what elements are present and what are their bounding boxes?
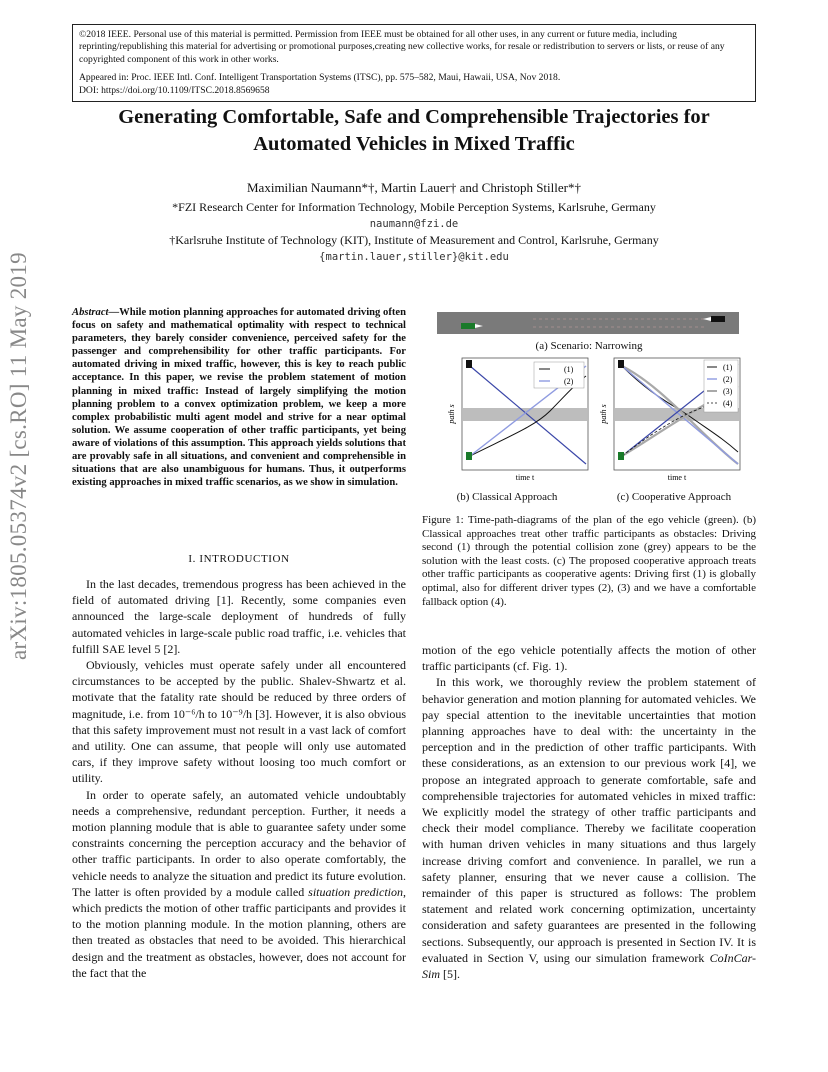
plot-cooperative — [592, 356, 742, 484]
authors: Maximilian Naumann*†, Martin Lauer† and Christoph Stiller*† — [247, 180, 581, 195]
plot-classical — [440, 356, 590, 484]
ego-vehicle-icon — [461, 323, 475, 329]
left-column-body — [72, 576, 406, 981]
x-axis-label: time t — [667, 473, 687, 482]
affiliation-kit: †Karlsruhe Institute of Technology (KIT), Institute of Measurement and Control, Karlsruhe, Germany — [169, 233, 659, 247]
legend-entry: (3) — [723, 387, 733, 396]
notice-text: ©2018 IEEE. Personal use of this material is permitted. Permission from IEEE must be obtained for all other uses, in any current or future media, including reprinting/republishing this material for advertising or promotional purposes,creating new collective works, for resale or redistribution to servers or lists, or reuse of any copyrighted component of this work in other works. — [79, 29, 725, 65]
legend-entry: (2) — [564, 377, 574, 386]
subcaption-a: (a) Scenario: Narrowing — [535, 340, 643, 352]
other-vehicle-icon — [711, 316, 725, 322]
other-start-marker — [618, 360, 624, 368]
email-kit: {martin.lauer,stiller}@kit.edu — [319, 251, 509, 263]
right-column-body — [422, 642, 756, 982]
legend-entry: (1) — [723, 363, 733, 372]
abstract-text: —While motion planning approaches for automated driving often focus on safety and mathematical optimality with respect to technical parameters, they barely consider convenience, perceived safety for the passenger and comprehensibility for other traffic participants. For automated driving in mixed traffic, however, this is key to reach public acceptance. In this paper, we revise the problem statement of motion planning in mixed traffic: Instead of largely simplifying the motion planning problem to a convex optimization problem, we keep a more complex probabilistic multi agent model and strive for a near optimal solution. We assume cooperation of other traffic participants, yet being aware of violations of this assumption. This approach yields solutions that are provably safe in all situations, and convenient and comprehensible in situations that are also unambiguous for humans. Thus, it outperforms existing approaches in mixed traffic scenarios, as we show in simulation. — [72, 307, 406, 489]
paragraph: motion of the ego vehicle potentially affects the motion of other traffic participants (cf. Fig. 1). — [422, 643, 756, 674]
subcaption-c: (c) Cooperative Approach — [616, 491, 732, 503]
collision-zone — [463, 408, 587, 421]
paragraph: Obviously, vehicles must operate safely under all encountered circumstances to be accepted by the public. Shalev-Shwartz et al. motivate that the fatality rate should be reduced by three orders of magnitude, i.e. from 10⁻⁶/h to 10⁻⁹/h [3]. However, it is also obvious that this safety improvement must not result in a vast lack of comfort and utility. One can assume, that people will only use automated cars, if they improve safety without loosing too much comfort or utility. — [72, 658, 406, 786]
section-heading-introduction: I. INTRODUCTION — [188, 553, 290, 565]
legend-entry: (2) — [723, 375, 733, 384]
other-start-marker — [466, 360, 472, 368]
copyright-notice — [72, 24, 756, 102]
abstract — [72, 306, 406, 489]
legend — [704, 360, 738, 412]
ego-start-marker — [466, 452, 472, 460]
x-axis-label: time t — [515, 473, 535, 482]
email-fzi: naumann@fzi.de — [369, 218, 459, 230]
legend-entry: (4) — [723, 399, 733, 408]
legend-entry: (1) — [564, 365, 574, 374]
ego-start-marker — [618, 452, 624, 460]
paragraph: In order to operate safely, an automated vehicle undoubtably needs a comprehensive, redundant perception. Further, it needs a motion planning module that is able to guarantee safety under some constraints concerning the perception accuracy and the behavior of other traffic participants. In order to also operate comfortably, the vehicle needs to analyze the situation and predict its future evolution. The latter is often provided by a module called situation prediction, which predicts the motion of other traffic participants and provides it to the motion planning module. In the motion planning, others are then treated as obstacles that need to be avoided. This hierarchical design and the treatment as obstacles, however, does not account for the fact that the — [72, 787, 406, 980]
figure-scenario-strip — [437, 312, 739, 334]
y-axis-label: path s — [599, 404, 608, 424]
paper-title: Generating Comfortable, Safe and Comprehensible Trajectories for Automated Vehicles in Mixed Traffic — [118, 106, 710, 155]
road — [437, 312, 739, 334]
paragraph: In this work, we thoroughly review the problem statement of behavior generation and motion planning for automated vehicles. We pay special attention to the inevitable uncertainties that motion planning approaches have to deal with: the uncertainty in the perception and in the prediction of other traffic participants. With these considerations, as an extension to our previous work [4], we propose an integrated approach to generate comfortable, safe and comprehensible trajectories for automated vehicles in mixed traffic: We explicitly model the strategy of other traffic participants and check their model compliance. Thereby we facilitate cooperation with human driven vehicles in many situations and thus largely increase driving comfort and convenience. In parallel, we run a safety planner, ensuring that we never cause a collision. The remainder of this paper is structured as follows: The problem statement and related work concerning optimization, uncertainty consideration and safety guarantees are presented in the following sections. Subsequently, our approach is presented in Section IV. It is evaluated in Section V, using our simulation framework CoInCar-Sim [5]. — [422, 675, 756, 982]
paragraph: In the last decades, tremendous progress has been achieved in the field of automated driving [1]. Recently, some companies even announced the large-scale deployment of hundreds of fully automated vehicles in large-scale public road traffic, i.e. vehicles that fulfill SAE level 5 [2]. — [72, 577, 406, 656]
affiliation-fzi: *FZI Research Center for Information Technology, Mobile Perception Systems, Karlsruhe, Germany — [172, 200, 656, 214]
doi: DOI: https://doi.org/10.1109/ITSC.2018.8569658 — [79, 84, 270, 96]
legend — [534, 362, 584, 388]
abstract-label: Abstract — [72, 307, 109, 318]
y-axis-label: path s — [447, 404, 456, 424]
figure-caption: Figure 1: Time-path-diagrams of the plan of the ego vehicle (green). (b) Classical approaches treat other traffic participants as obstacles: Driving second (1) through the potential collision zone (grey) appears to be the solution with the least costs. (c) The proposed cooperative approach treats other traffic participants as cooperative agents: Driving first (1) is globally optimal, also for different driver types (2), (3) and we have a comfortable fallback option (4). — [422, 514, 756, 608]
appeared-in: Appeared in: Proc. IEEE Intl. Conf. Intelligent Transportation Systems (ITSC), pp. 575–582, Maui, Hawaii, USA, Nov 2018. — [79, 72, 561, 84]
subcaption-b: (b) Classical Approach — [456, 491, 558, 503]
